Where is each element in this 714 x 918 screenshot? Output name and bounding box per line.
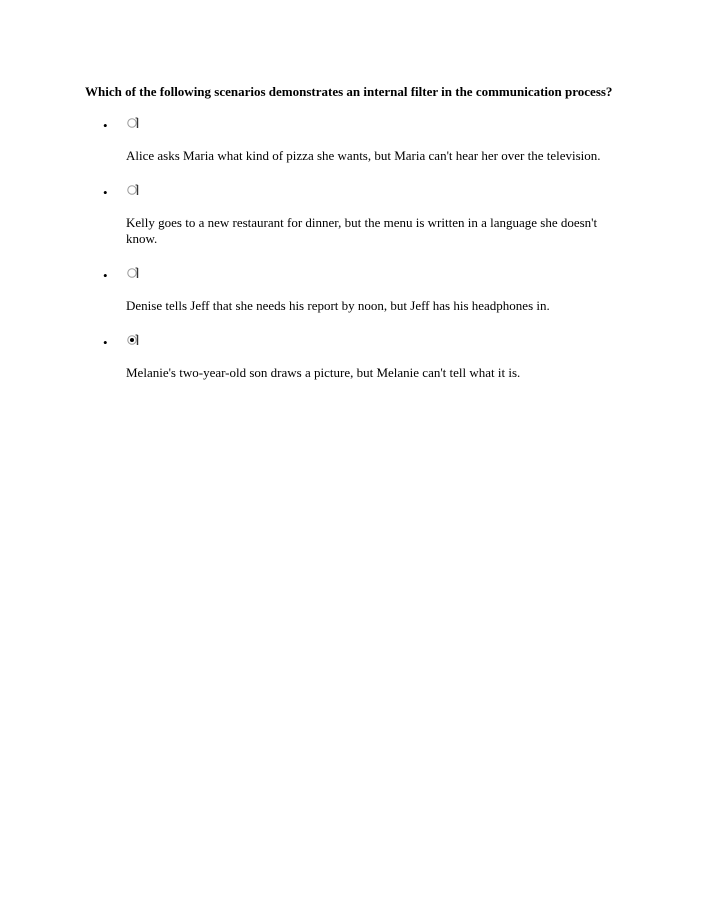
bullet-icon: • xyxy=(103,268,108,283)
radio-button-option-4-selected[interactable] xyxy=(126,333,140,347)
option-text-4: Melanie's two-year-old son draws a picture, but Melanie can't tell what it is. xyxy=(126,365,521,380)
radio-button-option-1[interactable] xyxy=(126,116,140,130)
answer-option xyxy=(85,266,625,314)
radio-button-option-2[interactable] xyxy=(126,183,140,197)
answer-option xyxy=(85,183,625,247)
bullet-icon: • xyxy=(103,335,108,350)
quiz-page xyxy=(85,84,625,400)
option-text-2: Kelly goes to a new restaurant for dinner, but the menu is written in a language she doesn't know. xyxy=(126,215,598,246)
radio-button-option-3[interactable] xyxy=(126,266,140,280)
option-text-1: Alice asks Maria what kind of pizza she wants, but Maria can't hear her over the television. xyxy=(126,148,601,163)
bullet-icon: • xyxy=(103,185,108,200)
question-text: Which of the following scenarios demonstrates an internal filter in the communication process? xyxy=(85,84,613,99)
answer-options xyxy=(85,116,625,381)
answer-option xyxy=(85,116,625,164)
option-text-3: Denise tells Jeff that she needs his report by noon, but Jeff has his headphones in. xyxy=(126,298,550,313)
bullet-icon: • xyxy=(103,118,108,133)
answer-option xyxy=(85,333,625,381)
